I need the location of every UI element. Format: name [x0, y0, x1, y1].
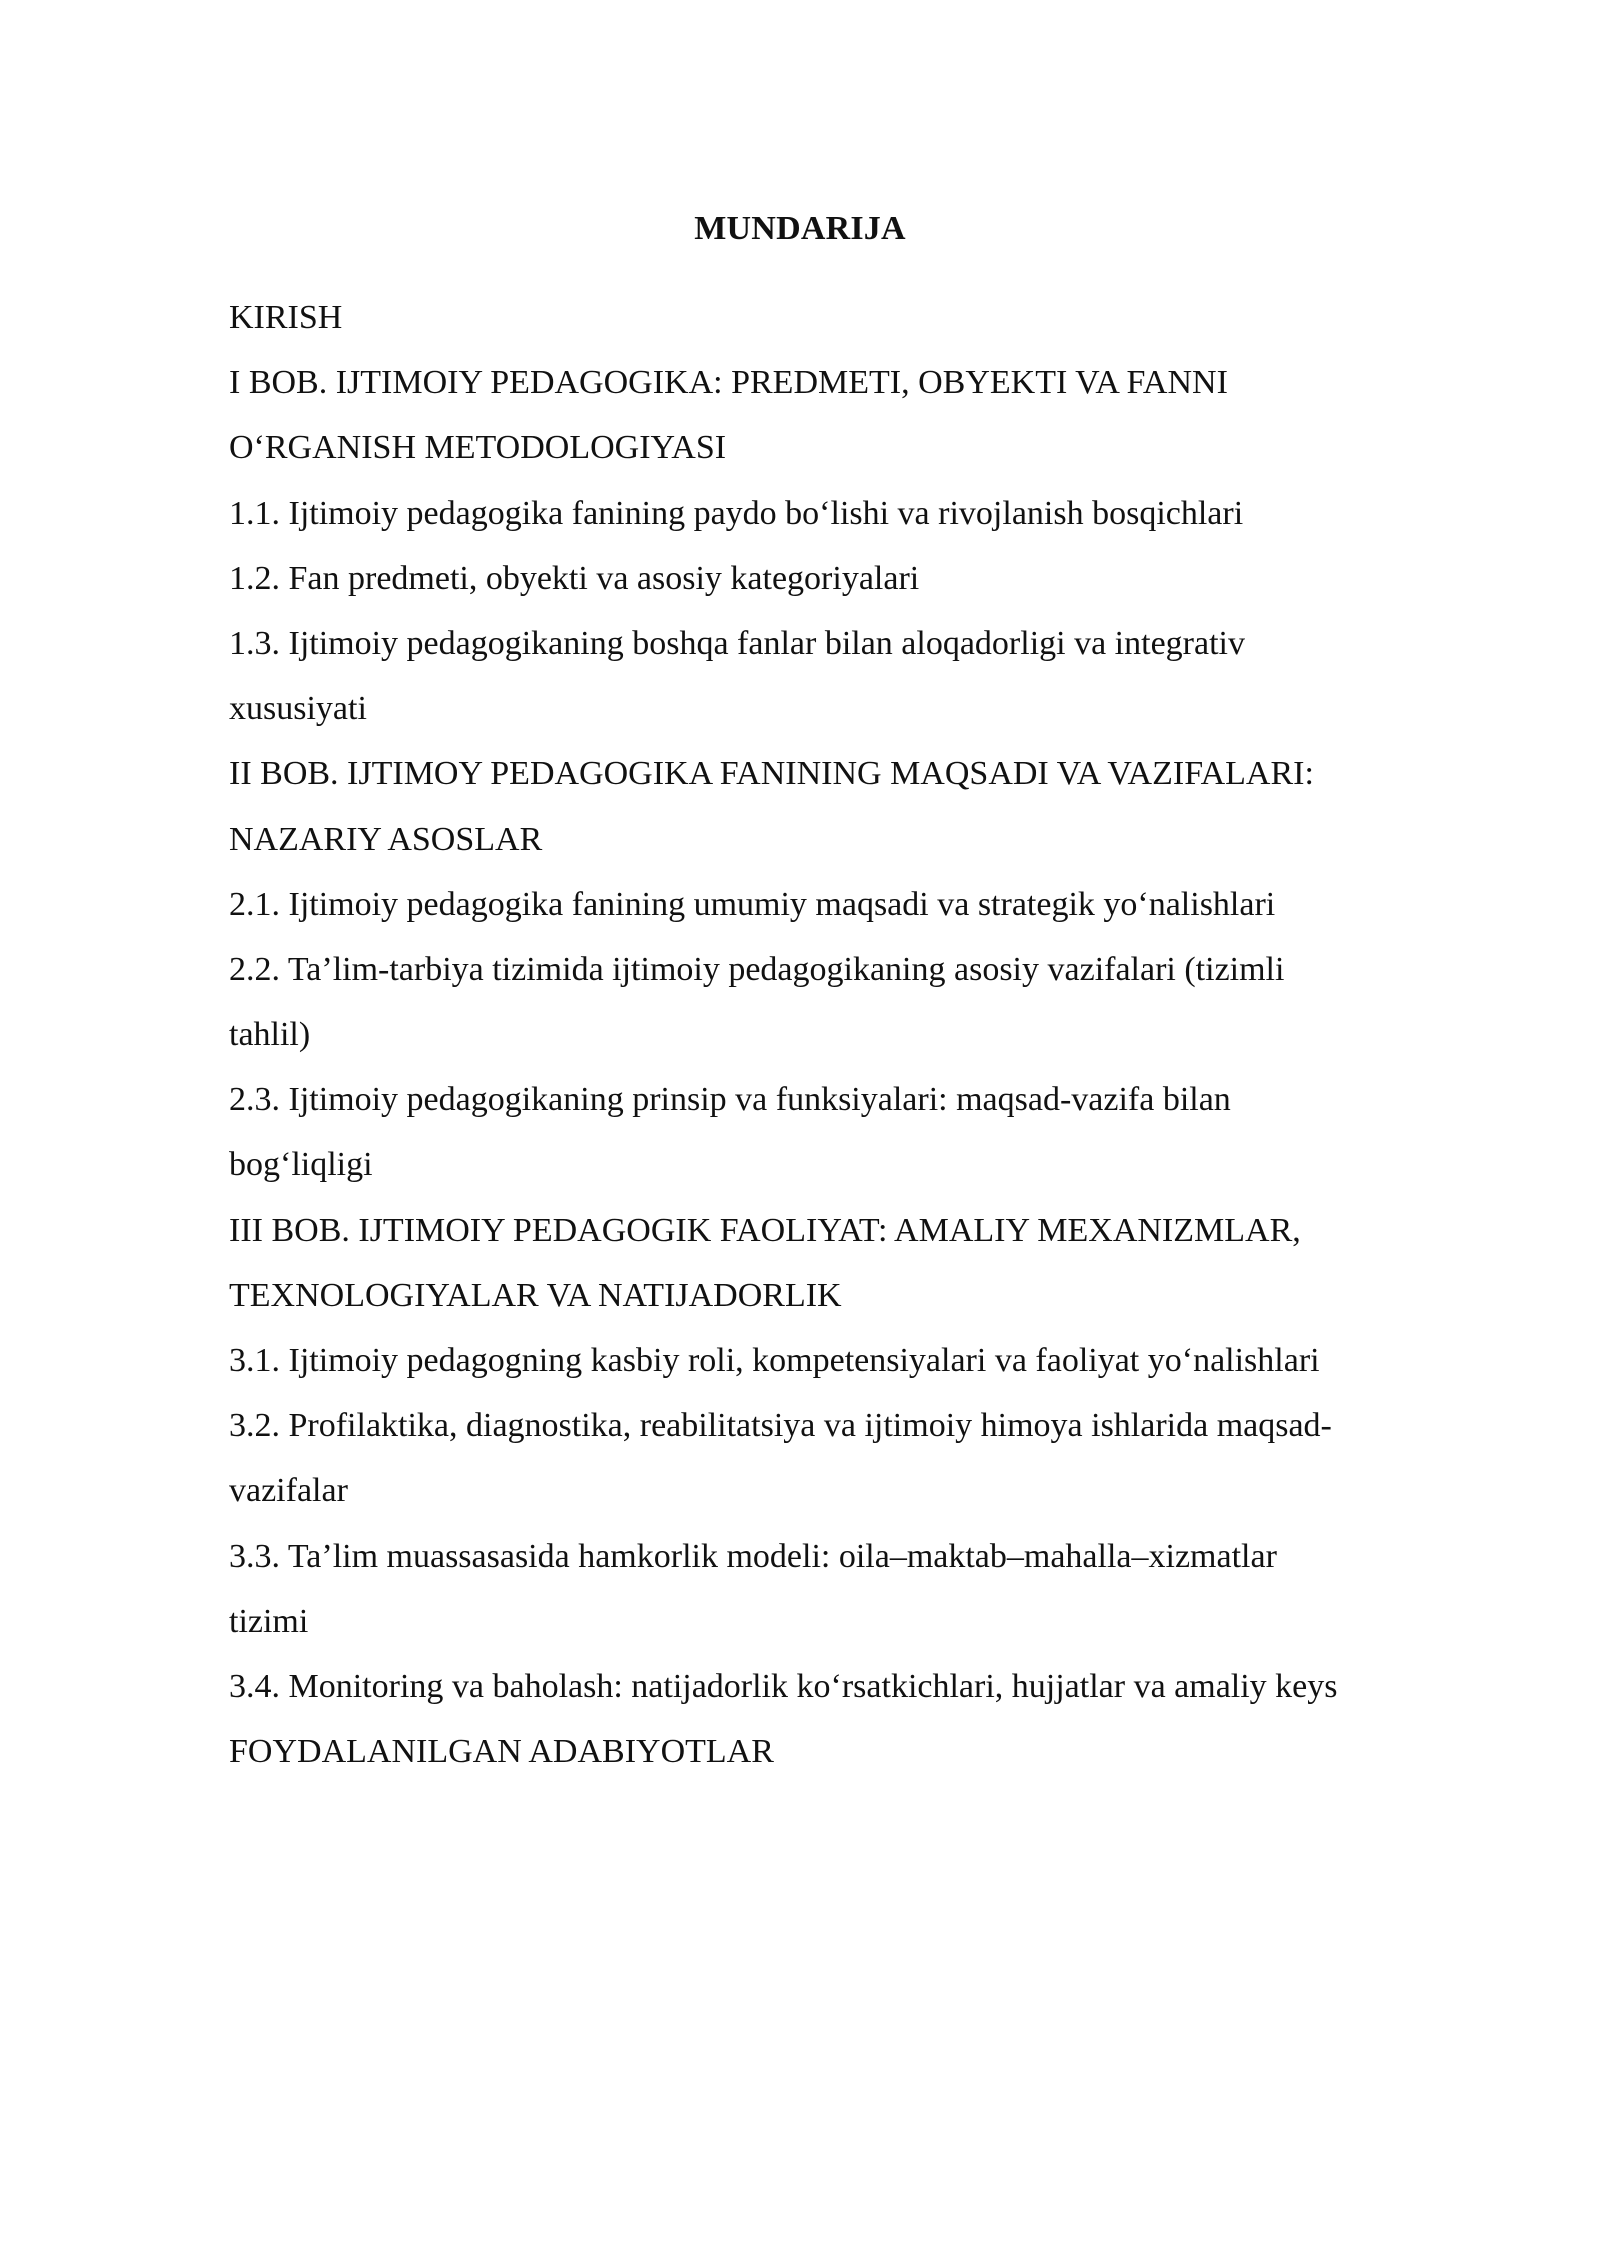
toc-line: 1.1. Ijtimoiy pedagogika fanining paydo bo‘lishi va rivojlanish bosqichlari: [229, 494, 1244, 532]
toc-line: 2.1. Ijtimoiy pedagogika fanining umumiy maqsadi va strategik yo‘nalishlari: [229, 885, 1276, 923]
toc-line: 1.2. Fan predmeti, obyekti va asosiy kategoriyalari: [229, 559, 920, 597]
toc-line: TEXNOLOGIYALAR VA NATIJADORLIK: [229, 1276, 842, 1314]
toc-line: 2.2. Ta’lim-tarbiya tizimida ijtimoiy pedagogikaning asosiy vazifalari (tizimli: [229, 950, 1285, 988]
toc-line: II BOB. IJTIMOY PEDAGOGIKA FANINING MAQSADI VA VAZIFALARI:: [229, 755, 1314, 793]
toc-line: NAZARIY ASOSLAR: [229, 820, 543, 858]
toc-line: I BOB. IJTIMOIY PEDAGOGIKA: PREDMETI, OBYEKTI VA FANNI: [229, 364, 1228, 402]
toc-line: tizimi: [229, 1602, 309, 1640]
toc-line: bog‘liqligi: [229, 1146, 373, 1184]
toc-line: tahlil): [229, 1016, 311, 1054]
toc-line: FOYDALANILGAN ADABIYOTLAR: [229, 1733, 774, 1771]
toc-line: 1.3. Ijtimoiy pedagogikaning boshqa fanlar bilan aloqadorligi va integrativ: [229, 624, 1245, 662]
toc-line: 3.4. Monitoring va baholash: natijadorlik ko‘rsatkichlari, hujjatlar va amaliy keys: [229, 1667, 1338, 1705]
toc-line: O‘RGANISH METODOLOGIYASI: [229, 429, 727, 467]
toc-line: xususiyati: [229, 690, 367, 728]
toc-line: KIRISH: [229, 299, 343, 336]
toc-line: III BOB. IJTIMOIY PEDAGOGIK FAOLIYAT: AMALIY MEXANIZMLAR,: [229, 1211, 1301, 1249]
table-of-contents: [229, 285, 1469, 1784]
toc-line: 3.3. Ta’lim muassasasida hamkorlik modeli: oila–maktab–mahalla–xizmatlar: [229, 1537, 1277, 1575]
toc-line: vazifalar: [229, 1472, 348, 1510]
toc-line: 3.1. Ijtimoiy pedagogning kasbiy roli, kompetensiyalari va faoliyat yo‘nalishlari: [229, 1342, 1320, 1379]
page-title: MUNDARIJA: [694, 210, 906, 247]
toc-line: 2.3. Ijtimoiy pedagogikaning prinsip va funksiyalari: maqsad-vazifa bilan: [229, 1081, 1231, 1119]
toc-line: 3.2. Profilaktika, diagnostika, reabilitatsiya va ijtimoiy himoya ishlarida maqsad-: [229, 1407, 1332, 1445]
